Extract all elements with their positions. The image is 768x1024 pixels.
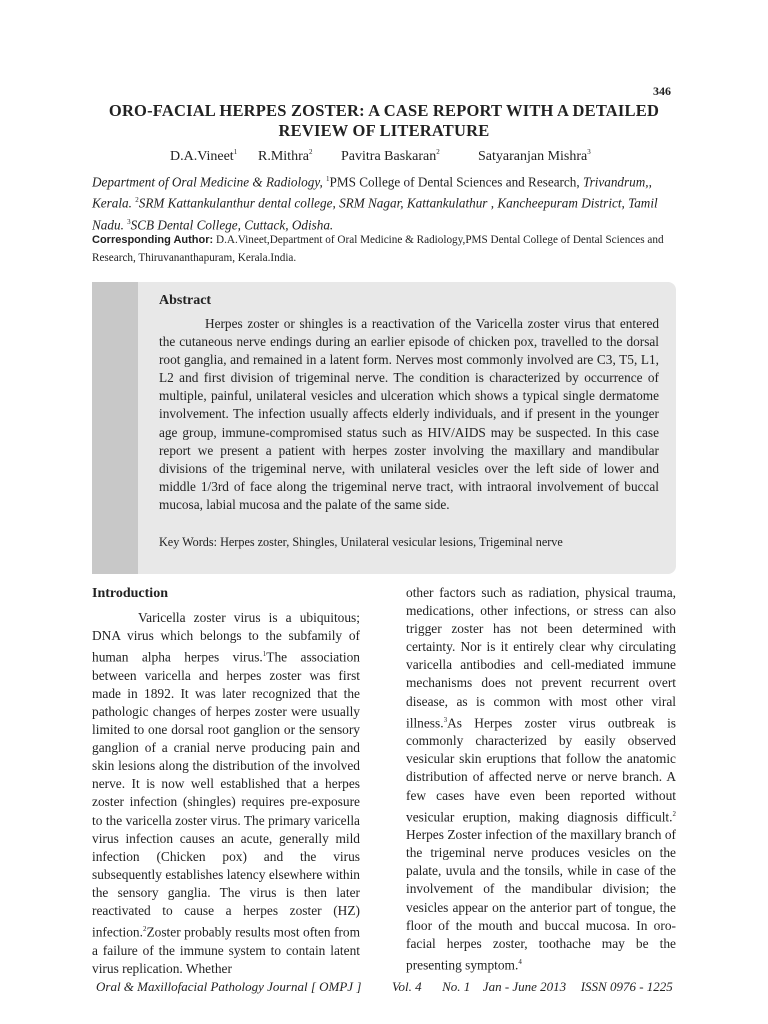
author-sup: 3 (587, 148, 591, 156)
abstract-heading: Abstract (159, 293, 212, 308)
author (170, 148, 237, 165)
keywords: Key Words: Herpes zoster, Shingles, Unilateral vesicular lesions, Trigeminal nerve (159, 535, 563, 549)
affiliation-text: SCB Dental College, Cuttack, Odisha. (130, 217, 334, 233)
page-number: 346 (653, 84, 671, 98)
corresponding-author (92, 231, 684, 267)
left-column (92, 609, 360, 978)
body-text: Herpes Zoster infection of the maxillary branch of the trigeminal nerve produces vesicles on the palate, uvula and the tonsils, while in case of the involvement of the mandibular division; the vesicles appear on the anterior part of tongue, the floor of the mouth and buccal mucosa. In oro-facial herpes zoster, toothache may be the presenting symptom. (406, 827, 676, 973)
body-text: Varicella zoster virus is a ubiquitous; DNA virus which belongs to the subfamily of human alpha herpes virus. (92, 610, 360, 665)
affiliation-sup: 3 (127, 217, 131, 226)
affiliations (92, 170, 682, 234)
author (341, 148, 440, 165)
citation: 3 (443, 715, 448, 724)
author-name: Satyaranjan Mishra (478, 149, 588, 164)
footer-date: Jan - June 2013 (482, 979, 567, 994)
affiliation-text: PMS College of Dental Sciences and Research, (329, 174, 580, 190)
author-sup: 2 (436, 148, 440, 156)
corresponding-text: D.A.Vineet,Department of Oral Medicine & Radiology,PMS Dental College of Dental Sciences and Research, Thiruvananthapuram, Kerala.India. (92, 234, 664, 264)
corresponding-label: Corresponding Author: (92, 234, 214, 246)
citation: 4 (518, 957, 522, 966)
author-sup: 1 (233, 148, 238, 156)
author (478, 148, 591, 165)
affiliation-text: SRM Kattankulanthur dental college, SRM Nagar, Kattankulathur , Kancheepuram District, Tamil Nadu. (92, 195, 658, 233)
author (258, 148, 312, 165)
author-name: Pavitra Baskaran (341, 149, 437, 164)
abstract-body: Herpes zoster or shingles is a reactivation of the Varicella zoster virus that entered the cutaneous nerve endings during an earlier episode of chicken pox, travelled to the dorsal root ganglia, and remained in a latent form. Nerves most commonly involved are C3, T5, L1, L2 and first division of trigeminal nerve. The condition is characterized by occurrence of multiple, painful, unilateral vesicles and ulceration which shows a typical single dermatome involvement. The infection usually affects elderly individuals, and if present in the younger age group, immune-compromised status such as HIV/AIDS may be suspected. In this case report we present a patient with herpes zoster involving the maxillary and mandibular divisions of the trigeminal nerve, with unilateral vesicles over the left side of lower and middle 1/3rd of face along the trigeminal nerve tract, with intraoral involvement of buccal mucosa, labial mucosa and the palate of the same side. (159, 316, 659, 512)
footer-issn: ISSN 0976 - 1225 (580, 979, 673, 994)
abstract-side-bar (92, 282, 138, 574)
affiliation-sup: 2 (135, 196, 139, 205)
author-name: R.Mithra (258, 149, 309, 164)
abstract-box (92, 282, 676, 574)
footer-journal: Oral & Maxillofacial Pathology Journal [ OMPJ ] (96, 979, 362, 994)
footer-issue (392, 979, 673, 995)
footer-issue-number: No. 1 (442, 979, 471, 994)
article-title: ORO-FACIAL HERPES ZOSTER: A CASE REPORT WITH A DETAILED REVIEW OF LITERATURE (108, 101, 660, 140)
abstract-text (159, 315, 659, 514)
affiliation-text: Trivandrum,, Kerala. (92, 174, 652, 211)
right-column (406, 584, 676, 974)
author-sup: 2 (308, 148, 313, 156)
body-text: The association between varicella and herpes zoster was first made in 1892. It was later recognized that the pathologic changes of herpes zoster were usually limited to one dorsal root ganglion or the sensory ganglion of a cranial nerve producing pain and skin lesions along the distribution of the involved nerve. It is now well established that a herpes zoster infection (shingles) requires pre-exposure to the varicella zoster virus. The primary varicella virus infection causes an acute, generally mild infection (Chicken pox) and the virus subsequently establishes latency elsewhere within the sensory ganglia. The virus is then later reactivated to cause a herpes zoster (HZ) infection. (92, 649, 360, 940)
citation: 1 (262, 650, 267, 659)
body-text: As Herpes zoster virus outbreak is commonly characterized by easily observed vesicular skin eruptions that follow the anatomic distribution of affected nerve or nerve branch. A few cases have even been reported without vesicular eruption, making diagnosis difficult. (406, 715, 676, 825)
body-text: Zoster probably results most often from a failure of the immune system to contain latent virus replication. Whether (92, 924, 360, 976)
introduction-heading: Introduction (92, 586, 168, 601)
author-name: D.A.Vineet (170, 149, 234, 164)
citation: 2 (142, 925, 147, 934)
footer-volume: Vol. 4 (392, 979, 422, 994)
citation: 2 (672, 809, 676, 818)
body-text: other factors such as radiation, physical trauma, medications, other infections, or stress can also trigger zoster has not been determined with certainty. Nor is it entirely clear why circulating varicella antibodies and cell-mediated immune mechanisms does not prevent recurrent overt disease, as is common with most other viral illness. (406, 585, 676, 731)
affiliation-text: Department of Oral Medicine & Radiology, (92, 174, 327, 190)
affiliation-sup: 1 (326, 175, 330, 183)
